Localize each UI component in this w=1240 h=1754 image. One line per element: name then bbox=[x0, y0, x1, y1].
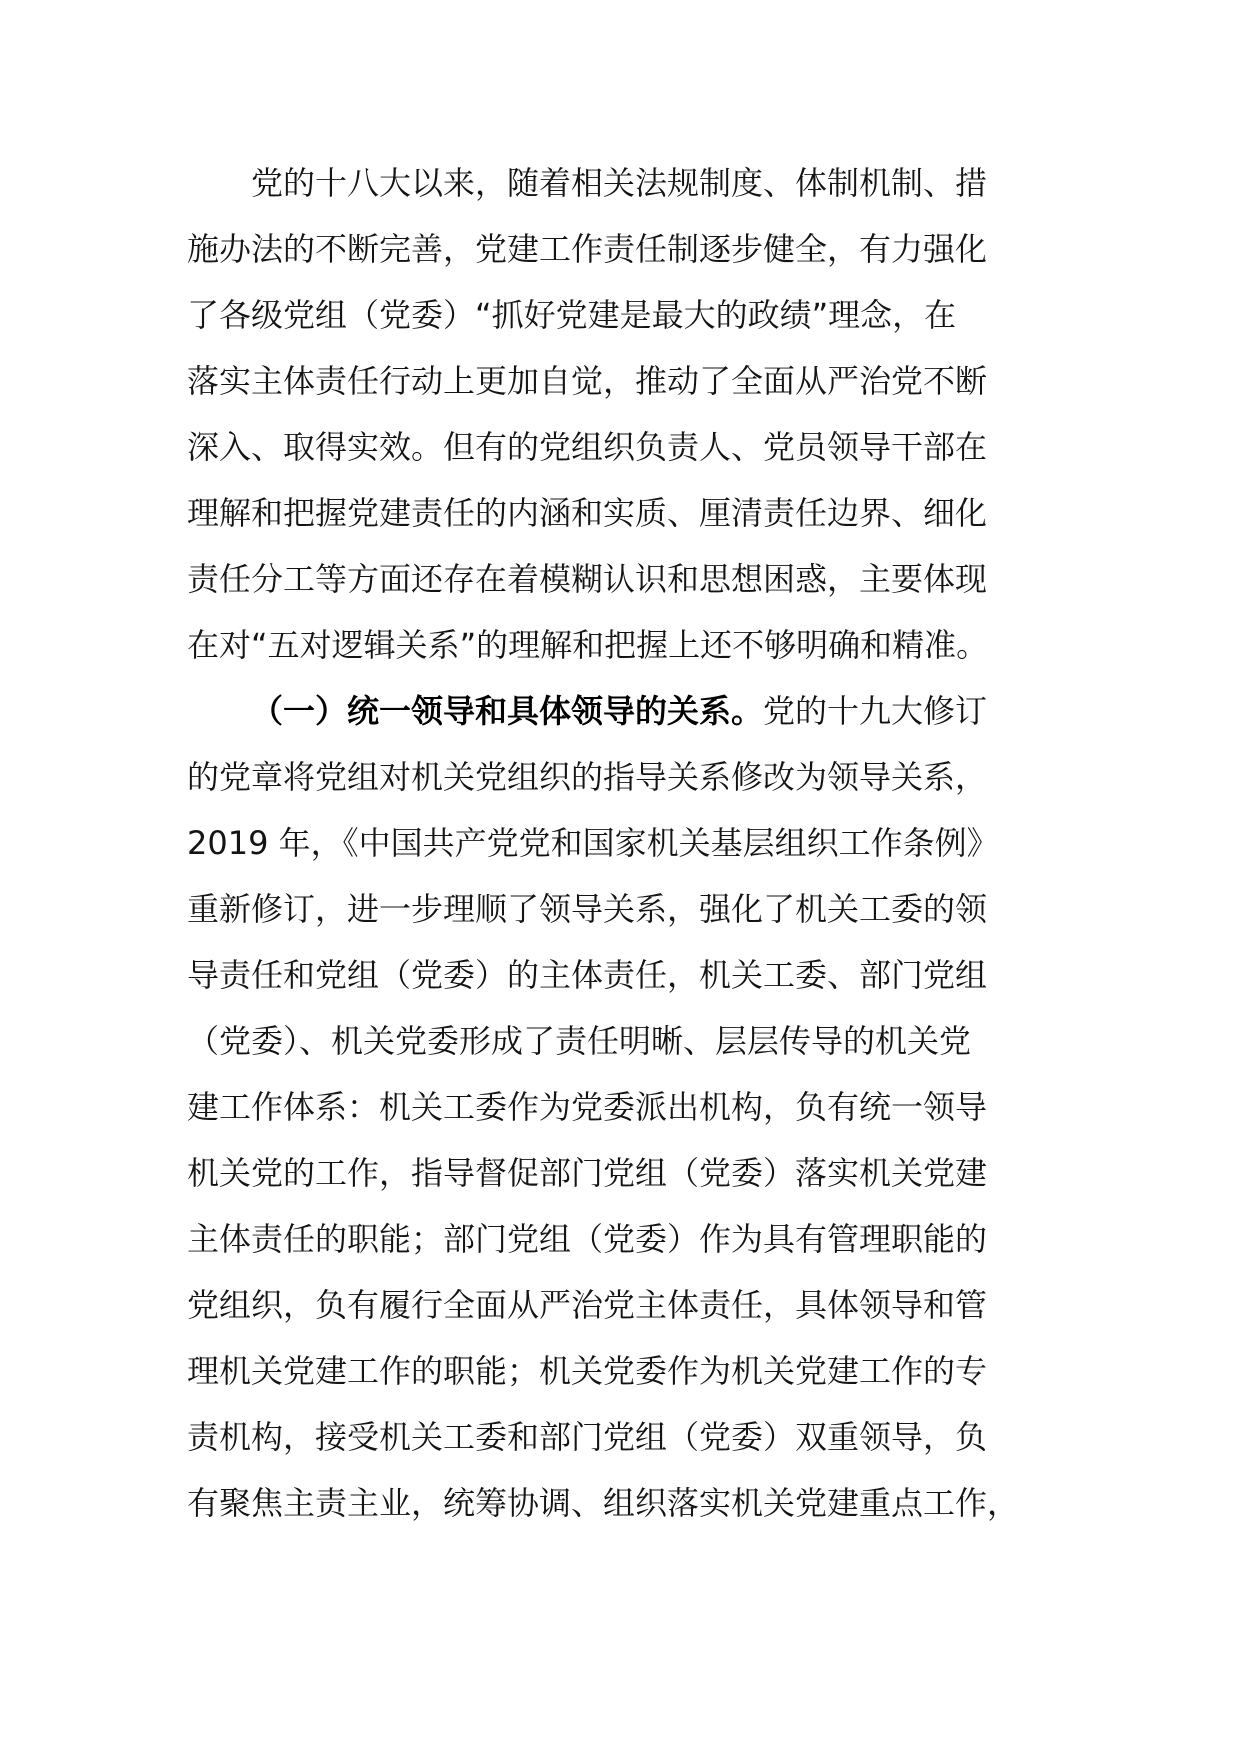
paragraph-line: 重新修订，进一步理顺了领导关系，强化了机关工委的领 bbox=[187, 890, 988, 928]
paragraph-line: 建工作体系：机关工委作为党委派出机构，负有统一领导 bbox=[187, 1088, 988, 1126]
paragraph-line: 责任分工等方面还存在着模糊认识和思想困惑，主要体现 bbox=[187, 560, 988, 598]
paragraph-line: 施办法的不断完善，党建工作责任制逐步健全，有力强化 bbox=[187, 230, 988, 268]
paragraph-line: 主体责任的职能；部门党组（党委）作为具有管理职能的 bbox=[187, 1220, 988, 1258]
paragraph-line: 在对“五对逻辑关系”的理解和把握上还不够明确和精准。 bbox=[187, 626, 989, 664]
paragraph-section-one bbox=[187, 678, 1037, 1536]
paragraph-line: 落实主体责任行动上更加自觉，推动了全面从严治党不断 bbox=[187, 362, 988, 400]
document-body bbox=[187, 150, 1037, 1536]
paragraph-line: 党的十八大以来，随着相关法规制度、体制机制、措 bbox=[251, 164, 988, 202]
paragraph-line: 导责任和党组（党委）的主体责任，机关工委、部门党组 bbox=[187, 956, 988, 994]
paragraph-line: 机关党的工作，指导督促部门党组（党委）落实机关党建 bbox=[187, 1154, 988, 1192]
paragraph-line: 2019 年，《中国共产党党和国家机关基层组织工作条例》 bbox=[187, 824, 999, 862]
paragraph-line: 有聚焦主责主业，统筹协调、组织落实机关党建重点工作， bbox=[187, 1484, 1020, 1522]
paragraph-line: 党组织，负有履行全面从严治党主体责任，具体领导和管 bbox=[187, 1286, 988, 1324]
paragraph-line: 的党章将党组对机关党组织的指导关系修改为领导关系， bbox=[187, 758, 988, 796]
paragraph-line: 责机构，接受机关工委和部门党组（党委）双重领导，负 bbox=[187, 1418, 988, 1456]
paragraph-first-line bbox=[187, 678, 1037, 744]
section-first-line-text: 党的十九大修订 bbox=[763, 692, 988, 730]
section-heading: （一）统一领导和具体领导的关系。 bbox=[251, 692, 764, 730]
paragraph-line: （党委）、机关党委形成了责任明晰、层层传导的机关党 bbox=[187, 1022, 972, 1060]
paragraph-intro bbox=[187, 150, 1037, 678]
paragraph-line: 了各级党组（党委）“抓好党建是最大的政绩”理念，在 bbox=[187, 296, 957, 334]
paragraph-line: 理机关党建工作的职能；机关党委作为机关党建工作的专 bbox=[187, 1352, 988, 1390]
paragraph-line: 理解和把握党建责任的内涵和实质、厘清责任边界、细化 bbox=[187, 494, 988, 532]
paragraph-line: 深入、取得实效。但有的党组织负责人、党员领导干部在 bbox=[187, 428, 988, 466]
